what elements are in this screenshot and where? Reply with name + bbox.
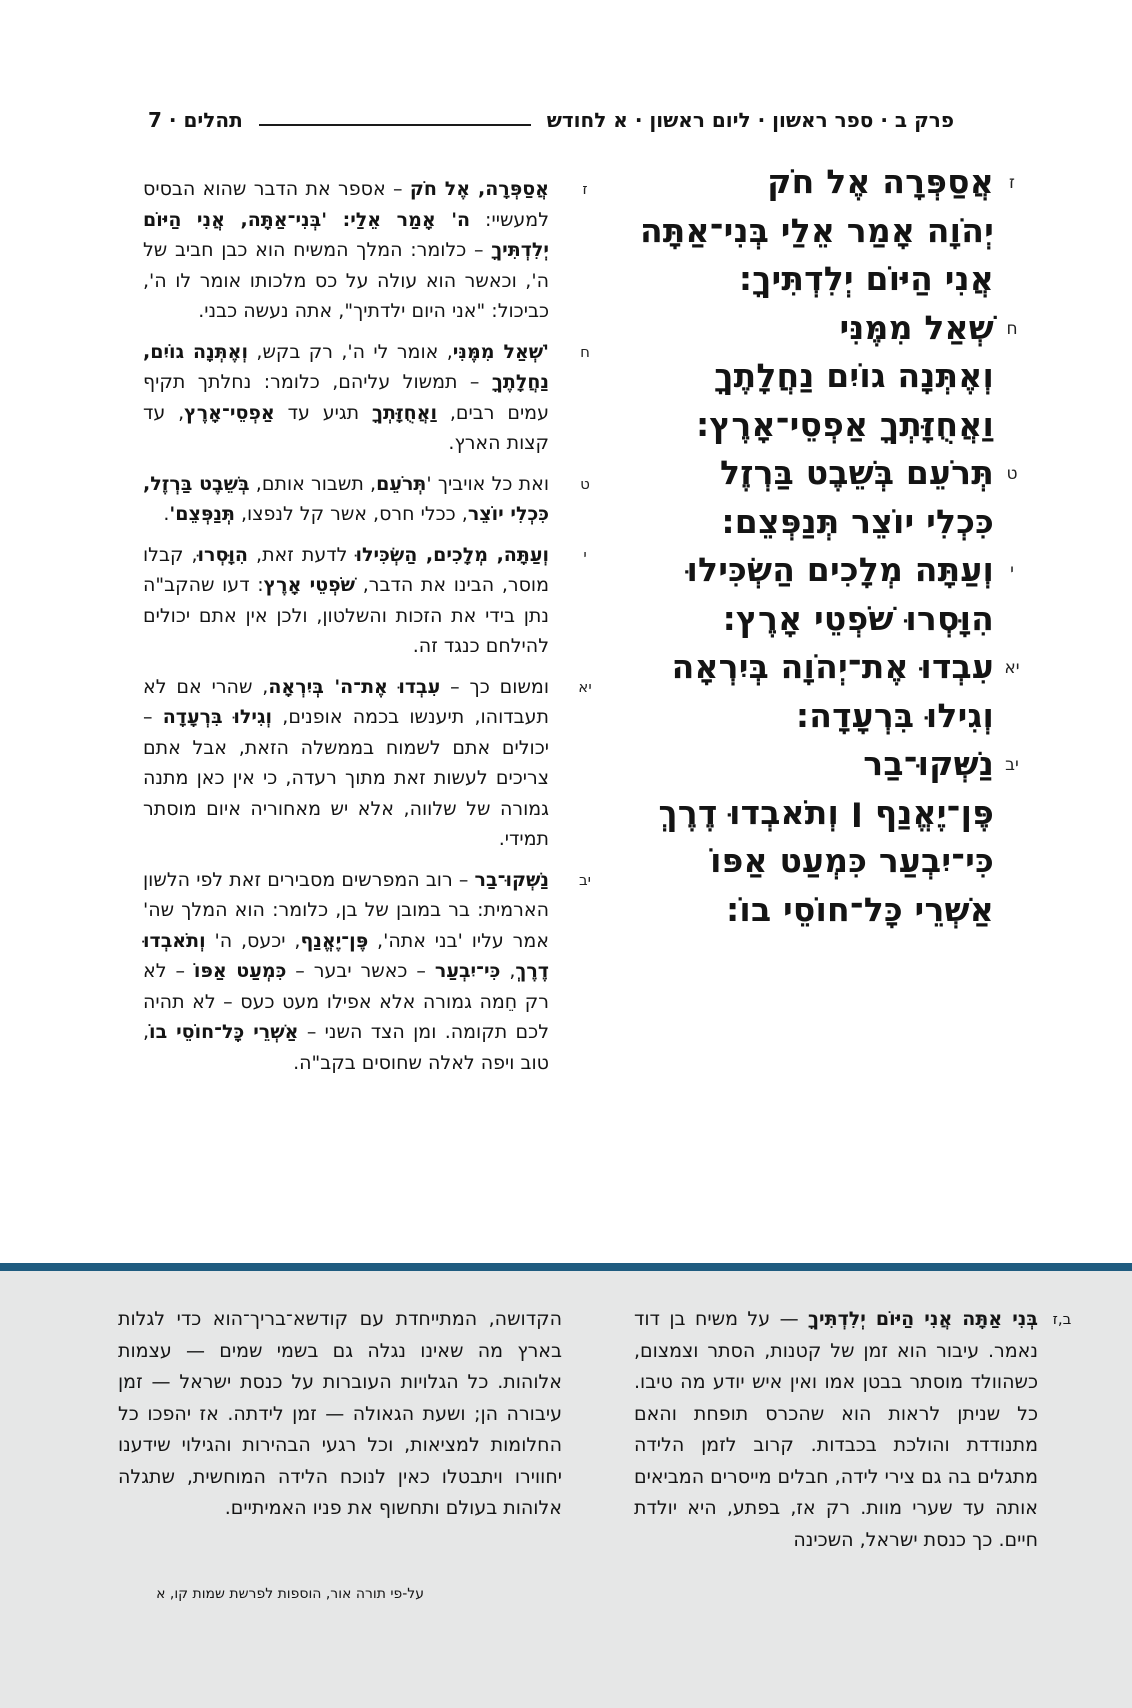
psalm-line: אֲנִי הַיּוֹם יְלִדְתִּיךָ: bbox=[738, 259, 994, 298]
commentary-verse-number: י bbox=[583, 545, 587, 564]
psalm-line: כִּכְלִי יוֹצֵר תְּנַפְּצֵם: bbox=[721, 501, 994, 541]
commentary-paragraph bbox=[143, 865, 621, 1079]
commentary-paragraph-text bbox=[143, 337, 549, 459]
commentary-paragraph bbox=[143, 337, 621, 459]
commentary-paragraph-text bbox=[143, 540, 549, 662]
quoted-verse-words: כִּי־יִבְעַר bbox=[434, 960, 501, 982]
commentary-text: , אומר לי ה', רק בקש, bbox=[248, 340, 453, 363]
quoted-verse-words: 'שְׁאַל מִמֶּנִּי bbox=[452, 340, 549, 363]
commentary-text: . bbox=[163, 503, 170, 525]
psalm-line: וְעַתָּה מְלָכִים הַשְׂכִּילוּ bbox=[686, 550, 994, 589]
quoted-verse-words: נַשְּׁקוּ־בַר bbox=[474, 868, 549, 891]
verse-lines bbox=[598, 643, 994, 740]
psalm-line: נַשְּׁקוּ־בַר bbox=[863, 744, 994, 783]
commentary-text: , טוב ויפה לאלה שחוסים בקב"ה. bbox=[143, 1021, 549, 1074]
commentary-paragraph-text bbox=[143, 174, 549, 327]
verse-number: יא bbox=[1004, 658, 1020, 678]
psalm-line: הִוָּסְרוּ שֹׁפְטֵי אָרֶץ: bbox=[722, 598, 994, 638]
commentary-paragraph bbox=[143, 672, 621, 855]
psalm-line: כִּי־יִבְעַר כִּמְעַט אַפּוֹ bbox=[710, 841, 994, 880]
header-book-title: תהלים · 7 bbox=[148, 108, 243, 132]
commentary-text: – לא רק חֵמה גמורה אלא אפילו מעט כעס – לא תהיה לכם תקומה. ומן הצד השני – bbox=[143, 960, 549, 1043]
quoted-verse-words: אַפְסֵי־אָרֶץ bbox=[184, 401, 275, 424]
insight-right-column bbox=[634, 1304, 1038, 1556]
page-header bbox=[148, 108, 954, 132]
psalm-line: עִבְדוּ אֶת־יְהֹוָה בְּיִרְאָה bbox=[671, 647, 994, 686]
commentary-text: – רוב המפרשים מסבירים זאת לפי הלשון הארמית: בר במובן של בן, כלומר: הוא המלך שה' אמר עליו 'בני אתה', bbox=[143, 868, 549, 952]
verse-number: יב bbox=[1005, 755, 1019, 775]
psalm-verse bbox=[598, 449, 1030, 546]
commentary-text: , ככלי חרס, אשר קל לנפצו, bbox=[234, 503, 468, 525]
verse-lines bbox=[598, 449, 994, 546]
commentary-text: , bbox=[500, 960, 516, 982]
psalm-line: פֶּן־יֶאֱנַף ׀ וְתֹאבְדוּ דֶרֶךְ bbox=[658, 792, 994, 832]
commentary-text: – יכולים אתם לשמוח בממשלה הזאת, אבל אתם צריכים לעשות זאת מתוך רעדה, כי אין כאן מתנה גמורה של שלווה, אלא יש מאחוריה איום מוסתר תמידי. bbox=[143, 706, 549, 850]
commentary-paragraph-text bbox=[143, 865, 549, 1079]
psalm-line: אַשְׁרֵי כָּל־חוֹסֵי בוֹ: bbox=[726, 889, 994, 929]
commentary-text: – אספר את הדבר שהוא הבסיס למעשיי: bbox=[143, 178, 550, 231]
quoted-verse-words: הִוָּסְרוּ bbox=[197, 543, 248, 566]
psalm-verse bbox=[598, 740, 1030, 934]
verse-lines bbox=[598, 304, 994, 450]
quoted-verse-words: וְגִילוּ בִּרְעָדָה bbox=[162, 706, 273, 728]
quoted-verse-words: וְעַתָּה, מְלָכִים, הַשְׂכִּילוּ bbox=[355, 543, 549, 566]
commentary-text: , יכעס, ה' bbox=[205, 929, 301, 952]
quoted-verse-words: ה' אָמַר אֵלַי: 'בְּנִי־אַתָּה, אֲנִי הַיּוֹם יְלִדְתִּיךָ bbox=[143, 208, 549, 261]
commentary-text: , קבלו מוסר, הבינו את הדבר, bbox=[143, 543, 549, 596]
commentary-text: : דעו שהקב"ה נתן בידי את הזכות והשלטון, ולכן אין אתם יכולים להילחם כנגד זה. bbox=[143, 574, 549, 657]
quoted-verse-words: שֹׁפְטֵי אָרֶץ bbox=[263, 574, 356, 596]
psalm-verse bbox=[598, 304, 1030, 450]
psalm-line: וַאֲחֻזָּתְךָ אַפְסֵי־אָרֶץ: bbox=[695, 404, 994, 444]
quoted-verse-words: וַאֲחֻזָּתְךָ bbox=[372, 401, 438, 424]
verse-number: י bbox=[1010, 561, 1014, 581]
header-section-title: פרק ב · ספר ראשון · ליום ראשון · א לחודש bbox=[546, 108, 954, 132]
commentary-paragraph bbox=[143, 174, 621, 327]
psalm-verse bbox=[598, 158, 1030, 304]
psalm-text-column bbox=[598, 158, 1030, 934]
verse-number: ח bbox=[1006, 318, 1018, 339]
insight-left-column: הקדושה, המתייחדת עם קודשא־בריך־הוא כדי לגלות בארץ מה שאינו נגלה גם בשמי שמים — עצמות אלוהות. כל הגלויות העוברות על כנסת ישראל — זמן עיבורה הן; ושעת הגאולה — זמן לידתה. אז יהפכו כל החלומות למציאות, וכל רגעי הבהירות והגילוי שידענו יחווירו ויתבטלו כאין לנוכח הלידה המוחשית, שתגלה אלוהות בעולם ותחשוף את פניו האמיתיים. bbox=[118, 1308, 562, 1519]
psalm-line: אֲסַפְּרָה אֶל חֹק bbox=[767, 162, 994, 201]
commentary-text: – כלומר: המלך המשיח הוא כבן חביב של ה', וכאשר הוא עולה על כס מלכותו אומר לו ה', כביכול: "אני היום ילדתיך", אתה נעשה כבני. bbox=[143, 239, 549, 322]
commentary-text: — על משיח בן דוד נאמר. עיבור הוא זמן של קטנות, הסתר וצמצום, כשהוולד מוסתר בבטן אמו ואין איש יודע מה טיבו. כל שניתן לראות הוא שהכרס תופחת והאם מתנודדת והולכת בכבדות. קרוב לזמן הלידה מתגלים בה גם צירי לידה, חבלים מייסרים המביאים אותה עד שערי מוות. רק אז, בפתע, היא יולדת חיים. כך כנסת ישראל, השכינה bbox=[634, 1308, 1038, 1551]
insight-source-note: על-פי תורה אור, הוספות לפרשת שמות קו, א bbox=[156, 1586, 424, 1602]
commentary-verse-number: יב bbox=[578, 870, 592, 889]
psalm-verse bbox=[598, 546, 1030, 643]
quoted-verse-words: אֲסַפְּרָה, אֶל חֹק bbox=[409, 178, 549, 200]
commentary-paragraph bbox=[143, 469, 621, 530]
commentary-verse-number: ח bbox=[580, 342, 590, 361]
quoted-verse-words: וְאֶתְּנָה גוֹיִם, נַחֲלָתֶךָ bbox=[143, 340, 549, 393]
psalm-line: שְׁאַל מִמֶּנִּי bbox=[839, 307, 994, 347]
verse-number: ט bbox=[1006, 464, 1018, 484]
psalm-line: יְהֹוָה אָמַר אֵלַי בְּנִי־אַתָּה bbox=[639, 210, 994, 250]
commentary-text: תגיע עד bbox=[274, 401, 373, 424]
commentary-paragraph bbox=[143, 540, 621, 662]
commentary-verse-number: ט bbox=[580, 474, 590, 493]
commentary-text: לדעת זאת, bbox=[247, 543, 356, 566]
quoted-verse-words: פֶּן־יֶאֱנַף bbox=[300, 929, 369, 952]
section-divider-bar bbox=[0, 1263, 1132, 1271]
quoted-verse-words: אַשְׁרֵי כָּל־חוֹסֵי בוֹ bbox=[149, 1021, 299, 1043]
verse-lines bbox=[598, 546, 994, 643]
quoted-verse-words: וְתֹאבְדוּ דֶרֶךְ bbox=[143, 929, 549, 982]
commentary-verse-number: יא bbox=[578, 677, 592, 696]
psalm-verse bbox=[598, 643, 1030, 740]
commentary-verse-number: ז bbox=[582, 180, 588, 198]
quoted-verse-words: כִּמְעַט אַפּוֹ bbox=[193, 960, 287, 982]
quoted-verse-words: בְּנִי אַתָּה אֲנִי הַיּוֹם יְלִדְתִּיךָ bbox=[808, 1308, 1038, 1330]
psalm-line: וְאֶתְּנָה גוֹיִם נַחֲלָתֶךָ bbox=[714, 356, 994, 395]
commentary-column bbox=[143, 174, 621, 1088]
commentary-text: – תמשול עליהם, כלומר: נחלתך תקיף עמים רבים, bbox=[143, 371, 549, 424]
commentary-text: , תשבור אותם, bbox=[249, 472, 377, 495]
commentary-text: – כאשר יבער – bbox=[286, 960, 435, 982]
quoted-verse-words: תְּנַפְּצֵם' bbox=[169, 503, 235, 525]
commentary-text: , עד קצות הארץ. bbox=[143, 401, 549, 454]
insight-verse-reference: ב,ז bbox=[1052, 1310, 1072, 1328]
psalm-line: וְגִילוּ בִּרְעָדָה: bbox=[795, 695, 994, 735]
header-divider-line bbox=[259, 124, 531, 126]
commentary-paragraph-text bbox=[143, 672, 549, 855]
verse-number: ז bbox=[1009, 173, 1015, 193]
quoted-verse-words: תְּרֹעֵם bbox=[376, 472, 427, 495]
verse-lines bbox=[598, 158, 994, 304]
commentary-text: ואת כל אויביך ' bbox=[426, 472, 549, 495]
psalm-line: תְּרֹעֵם בְּשֵׁבֶט בַּרְזֶל bbox=[720, 453, 994, 492]
quoted-verse-words: עִבְדוּ אֶת־ה' בְּיִרְאָה bbox=[268, 675, 441, 698]
quoted-verse-words: בְּשֵׁבֶט בַּרְזֶל, כִּכְלִי יוֹצֵר bbox=[143, 472, 549, 525]
commentary-text: , שהרי אם לא תעבדוהו, תיענשו בכמה אופנים, bbox=[143, 675, 549, 728]
commentary-paragraph-text bbox=[143, 469, 549, 530]
verse-lines bbox=[598, 740, 994, 934]
commentary-text: ומשום כך – bbox=[440, 675, 549, 698]
